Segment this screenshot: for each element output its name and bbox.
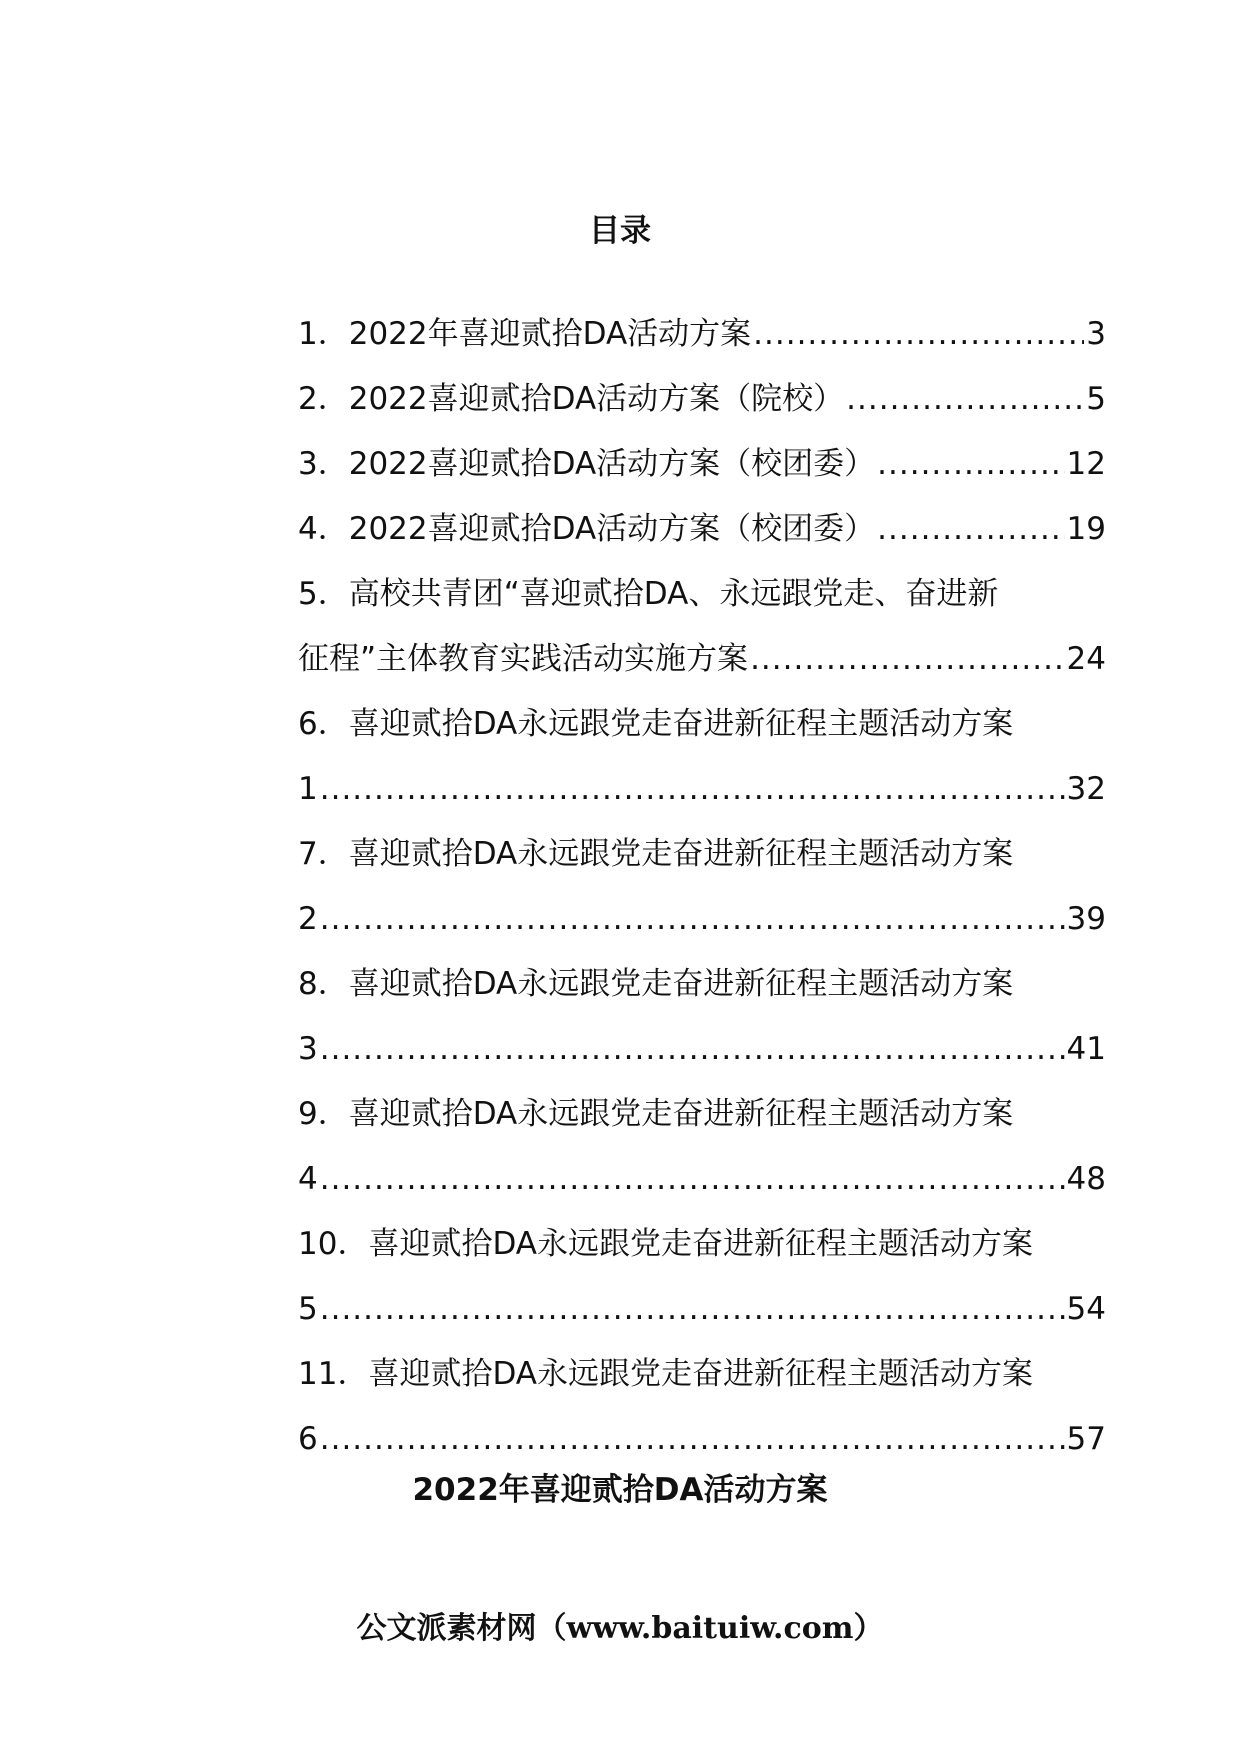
toc-entry-2[interactable] (298, 367, 1106, 432)
toc-entry-text: 2 (298, 901, 318, 937)
toc-entry-text: 11．喜迎贰拾DA永远跟党走奋进新征程主题活动方案 (298, 1356, 1033, 1392)
toc-entry-text: 8．喜迎贰拾DA永远跟党走奋进新征程主题活动方案 (298, 966, 1014, 1002)
toc-page-number: 48 (1066, 1161, 1106, 1197)
dot-leader (320, 757, 1065, 822)
toc-entry-text: 4．2022喜迎贰拾DA活动方案（校团委） (298, 511, 876, 547)
toc-entry-5-line-2[interactable] (298, 627, 1106, 692)
toc-entry-text: 3．2022喜迎贰拾DA活动方案（校团委） (298, 446, 876, 482)
toc-entry-11-line-2[interactable] (298, 1407, 1106, 1472)
dot-leader (750, 627, 1064, 692)
toc-entry-5-line-1[interactable] (298, 562, 1106, 627)
dot-leader (320, 1407, 1065, 1472)
toc-entry-text: 6 (298, 1421, 318, 1457)
dot-leader (320, 1147, 1065, 1212)
toc-entry-9-line-1[interactable] (298, 1082, 1106, 1147)
toc-entry-text: 2．2022喜迎贰拾DA活动方案（院校） (298, 381, 845, 417)
toc-page-number: 32 (1066, 771, 1106, 807)
dot-leader (753, 302, 1084, 367)
footer-watermark: 公文派素材网（www.baituiw.com） (356, 1611, 884, 1646)
toc-entry-4[interactable] (298, 497, 1106, 562)
dot-leader (877, 497, 1064, 562)
toc-page-number: 41 (1066, 1031, 1106, 1067)
toc-entry-7-line-1[interactable] (298, 822, 1106, 887)
toc-entry-text: 5．高校共青团“喜迎贰拾DA、永远跟党走、奋进新 (298, 576, 999, 612)
toc-entry-text: 1 (298, 771, 318, 807)
dot-leader (320, 1277, 1065, 1342)
toc-entry-10-line-2[interactable] (298, 1277, 1106, 1342)
dot-leader (320, 887, 1065, 952)
toc-entry-8-line-2[interactable] (298, 1017, 1106, 1082)
toc-entry-text: 6．喜迎贰拾DA永远跟党走奋进新征程主题活动方案 (298, 706, 1014, 742)
toc-entry-text: 1．2022年喜迎贰拾DA活动方案 (298, 316, 752, 352)
toc-entry-text: 3 (298, 1031, 318, 1067)
toc-page-number: 39 (1066, 901, 1106, 937)
dot-leader (877, 432, 1064, 497)
toc-page-number: 24 (1066, 641, 1106, 677)
toc-entry-8-line-1[interactable] (298, 952, 1106, 1017)
toc-page-number: 12 (1066, 446, 1106, 482)
toc-entry-text: 7．喜迎贰拾DA永远跟党走奋进新征程主题活动方案 (298, 836, 1014, 872)
toc-entry-6-line-1[interactable] (298, 692, 1106, 757)
dot-leader (320, 1017, 1065, 1082)
toc-entry-3[interactable] (298, 432, 1106, 497)
dot-leader (846, 367, 1084, 432)
toc-entry-11-line-1[interactable] (298, 1342, 1106, 1407)
toc-page-number: 3 (1086, 316, 1106, 352)
toc-entry-text: 4 (298, 1161, 318, 1197)
table-of-contents (298, 302, 1106, 1472)
toc-entry-1[interactable] (298, 302, 1106, 367)
toc-page-number: 54 (1066, 1291, 1106, 1327)
toc-page-number: 5 (1086, 381, 1106, 417)
toc-entry-10-line-1[interactable] (298, 1212, 1106, 1277)
section-heading: 2022年喜迎贰拾DA活动方案 (412, 1472, 828, 1508)
toc-entry-text: 10．喜迎贰拾DA永远跟党走奋进新征程主题活动方案 (298, 1226, 1033, 1262)
toc-page-number: 19 (1066, 511, 1106, 547)
toc-entry-text: 征程”主体教育实践活动实施方案 (298, 641, 749, 677)
toc-entry-text: 9．喜迎贰拾DA永远跟党走奋进新征程主题活动方案 (298, 1096, 1014, 1132)
toc-heading: 目录 (589, 213, 651, 249)
toc-entry-9-line-2[interactable] (298, 1147, 1106, 1212)
toc-entry-text: 5 (298, 1291, 318, 1327)
toc-page-number: 57 (1066, 1421, 1106, 1457)
toc-entry-7-line-2[interactable] (298, 887, 1106, 952)
toc-entry-6-line-2[interactable] (298, 757, 1106, 822)
